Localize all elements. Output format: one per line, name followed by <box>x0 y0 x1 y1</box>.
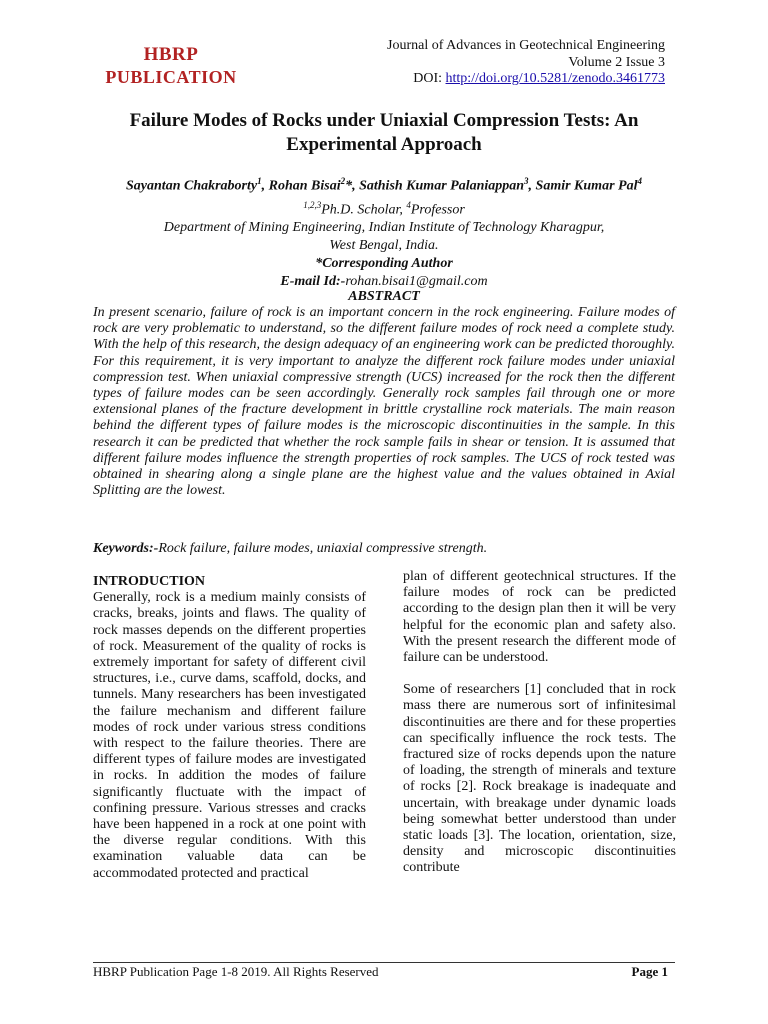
location: West Bengal, India. <box>329 238 439 254</box>
paper-title: Failure Modes of Rocks under Uniaxial Compression Tests: An Experimental Approach <box>129 110 639 155</box>
doi-label: DOI: <box>413 71 446 86</box>
email-label: E-mail Id:- <box>280 274 346 290</box>
publisher-logo <box>96 44 246 88</box>
doi-line <box>387 71 665 88</box>
author-sep: , <box>261 178 269 194</box>
footer-divider <box>93 962 675 963</box>
scholar-text: Ph.D. Scholar, <box>321 202 407 218</box>
abstract-text: In present scenario, failure of rock is an important concern in the rock engineering. Failure modes of rock are very problematic to understand, so the different failure modes of rock need a complete study. With the help of this research, the design adequacy of an engineering work can be predicted thoroughly. For this requirement, it is very important to analyze the different rock failure modes under uniaxial compression test. When uniaxial compressive strength (UCS) increased for the rock then the different types of failure modes can be seen accordingly. Generally rock samples fail through one or more extensional planes of the fracture development in brittle crystalline rock materials. The main reason behind the different types of failure modes is the microscopic discontinuities in the sample. In this research it can be predicted that whether the rock sample fails in shear or tension. It is assumed that different failure modes influence the strength properties of rock samples. The UCS of rock tested was obtained in shearing along a single plane are the highest value and the values obtained in Axial Splitting are the lowest. <box>93 305 675 499</box>
section-heading-introduction: INTRODUCTION <box>93 574 206 589</box>
author-sep: *, <box>345 178 360 194</box>
keywords-label: Keywords:- <box>93 541 159 556</box>
author-sup: 4 <box>637 176 642 186</box>
journal-info <box>387 38 665 88</box>
author-name: Sathish Kumar Palaniappan <box>359 178 525 194</box>
left-column <box>93 574 366 898</box>
abstract-heading: ABSTRACT <box>348 289 420 304</box>
footer-copyright: HBRP Publication Page 1-8 2019. All Rights Reserved <box>93 964 379 979</box>
prof-text: Professor <box>410 202 465 218</box>
keywords <box>93 541 675 557</box>
author-name: Sayantan Chakraborty <box>126 178 258 194</box>
author-name: Rohan Bisai <box>268 178 341 194</box>
author-sup: 2 <box>340 176 346 186</box>
logo-line1: HBRP <box>143 44 199 65</box>
page-number: Page 1 <box>631 964 668 979</box>
keywords-text: Rock failure, failure modes, uniaxial compressive strength. <box>158 541 488 556</box>
author-sup: 3 <box>524 176 529 186</box>
body-paragraph: Generally, rock is a medium mainly consists of cracks, breaks, joints and flaws. The quality of rock masses depends on the different properties of rock. Measurement of the quality of rocks is extremely important for safety of different civil structures, i.e., curve dams, scaffold, docks, and tunnels. Many researchers has been investigated the failure mechanism and different failure modes of rock under various stress conditions with respect to the failure theories. There are different types of failure modes are investigated in rocks. In addition the modes of failure significantly fluctuate with the impact of confining pressure. Various stresses and cracks have been happened in a rock at one point with the diverse regular conditions. With this examination valuable data can be accommodated protected and practical <box>93 590 366 881</box>
author-list <box>96 172 672 196</box>
author-sup: 1 <box>257 176 262 186</box>
author-block <box>96 172 672 291</box>
volume-issue: Volume 2 Issue 3 <box>568 54 665 70</box>
body-paragraph: Some of researchers [1] concluded that in rock mass there are numerous sort of infinitesimal discontinuities are there and for these properties can specifically influence the rock tests. The fractured size of rocks depends upon the nature of loading, the strength of minerals and texture of rocks [2]. Rock breakage is inadequate and uncertain, with breakage under dynamic loads being somewhat better understood than under static loads [3]. The location, orientation, size, density and microscopic discontinuities contribute <box>403 682 676 876</box>
prof-sup: 4 <box>406 199 411 210</box>
right-column <box>403 569 676 893</box>
corresponding-author: *Corresponding Author <box>315 256 453 272</box>
scholar-sup: 1,2,3 <box>303 199 322 210</box>
author-name: Samir Kumar Pal <box>535 178 638 194</box>
logo-line2: PUBLICATION <box>105 67 237 87</box>
email-address: rohan.bisai1@gmail.com <box>345 274 488 290</box>
journal-name: Journal of Advances in Geotechnical Engineering <box>387 38 665 53</box>
doi-link[interactable]: http://doi.org/10.5281/zenodo.3461773 <box>445 71 665 86</box>
department: Department of Mining Engineering, Indian Institute of Technology Kharagpur, <box>163 220 605 236</box>
body-paragraph: plan of different geotechnical structures. If the failure modes of rock can be predicted according to the design plan then it will be very helpful for the economic plan and safety also. With the present research the different mode of failure can be understood. <box>403 569 676 666</box>
author-roles <box>96 196 672 220</box>
author-sep: , <box>528 178 536 194</box>
